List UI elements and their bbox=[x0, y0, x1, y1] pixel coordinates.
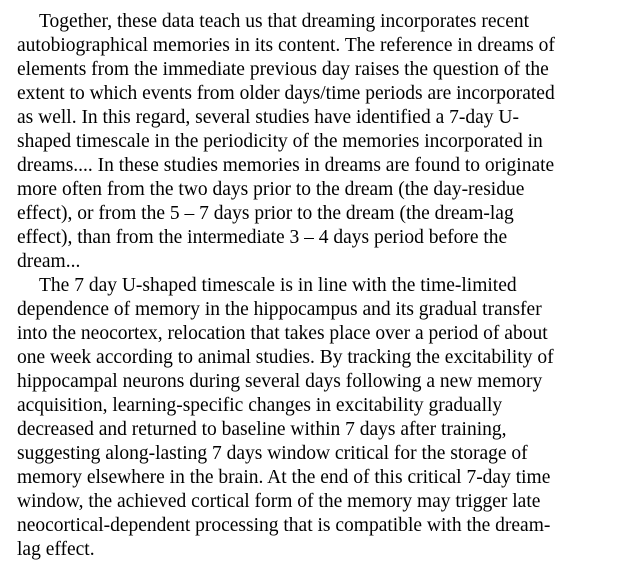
text-line: one week according to animal studies. By tracking the excitability of bbox=[17, 347, 554, 368]
text-line: acquisition, learning-specific changes in excitability gradually bbox=[17, 395, 503, 416]
text-line: into the neocortex, relocation that takes place over a period of about bbox=[17, 323, 548, 344]
text-line: hippocampal neurons during several days following a new memory bbox=[17, 371, 543, 392]
text-line: autobiographical memories in its content. The reference in dreams of bbox=[17, 35, 555, 56]
text-line: dependence of memory in the hippocampus and its gradual transfer bbox=[17, 299, 542, 320]
text-line: window, the achieved cortical form of the memory may trigger late bbox=[17, 491, 541, 512]
text-line: extent to which events from older days/time periods are incorporated bbox=[17, 83, 555, 104]
text-line: dreams.... In these studies memories in dreams are found to originate bbox=[17, 155, 555, 176]
paragraph-2 bbox=[17, 274, 613, 562]
text-line: Together, these data teach us that dreaming incorporates recent bbox=[39, 11, 530, 32]
text-line: effect), or from the 5 – 7 days prior to the dream (the dream-lag bbox=[17, 203, 514, 224]
paragraph-1 bbox=[17, 10, 613, 274]
text-line: The 7 day U-shaped timescale is in line with the time-limited bbox=[39, 275, 517, 296]
text-line: neocortical-dependent processing that is compatible with the dream- bbox=[17, 515, 551, 536]
text-line: dream... bbox=[17, 251, 81, 272]
text-line: memory elsewhere in the brain. At the end of this critical 7-day time bbox=[17, 467, 551, 488]
text-line: decreased and returned to baseline within 7 days after training, bbox=[17, 419, 507, 440]
text-line: elements from the immediate previous day raises the question of the bbox=[17, 59, 549, 80]
text-line: lag effect. bbox=[17, 539, 95, 560]
text-line: shaped timescale in the periodicity of the memories incorporated in bbox=[17, 131, 543, 152]
text-line: more often from the two days prior to the dream (the day-residue bbox=[17, 179, 525, 200]
text-line: effect), than from the intermediate 3 – 4 days period before the bbox=[17, 227, 508, 248]
text-line: as well. In this regard, several studies have identified a 7-day U- bbox=[17, 107, 519, 128]
text-line: suggesting along-lasting 7 days window critical for the storage of bbox=[17, 443, 528, 464]
